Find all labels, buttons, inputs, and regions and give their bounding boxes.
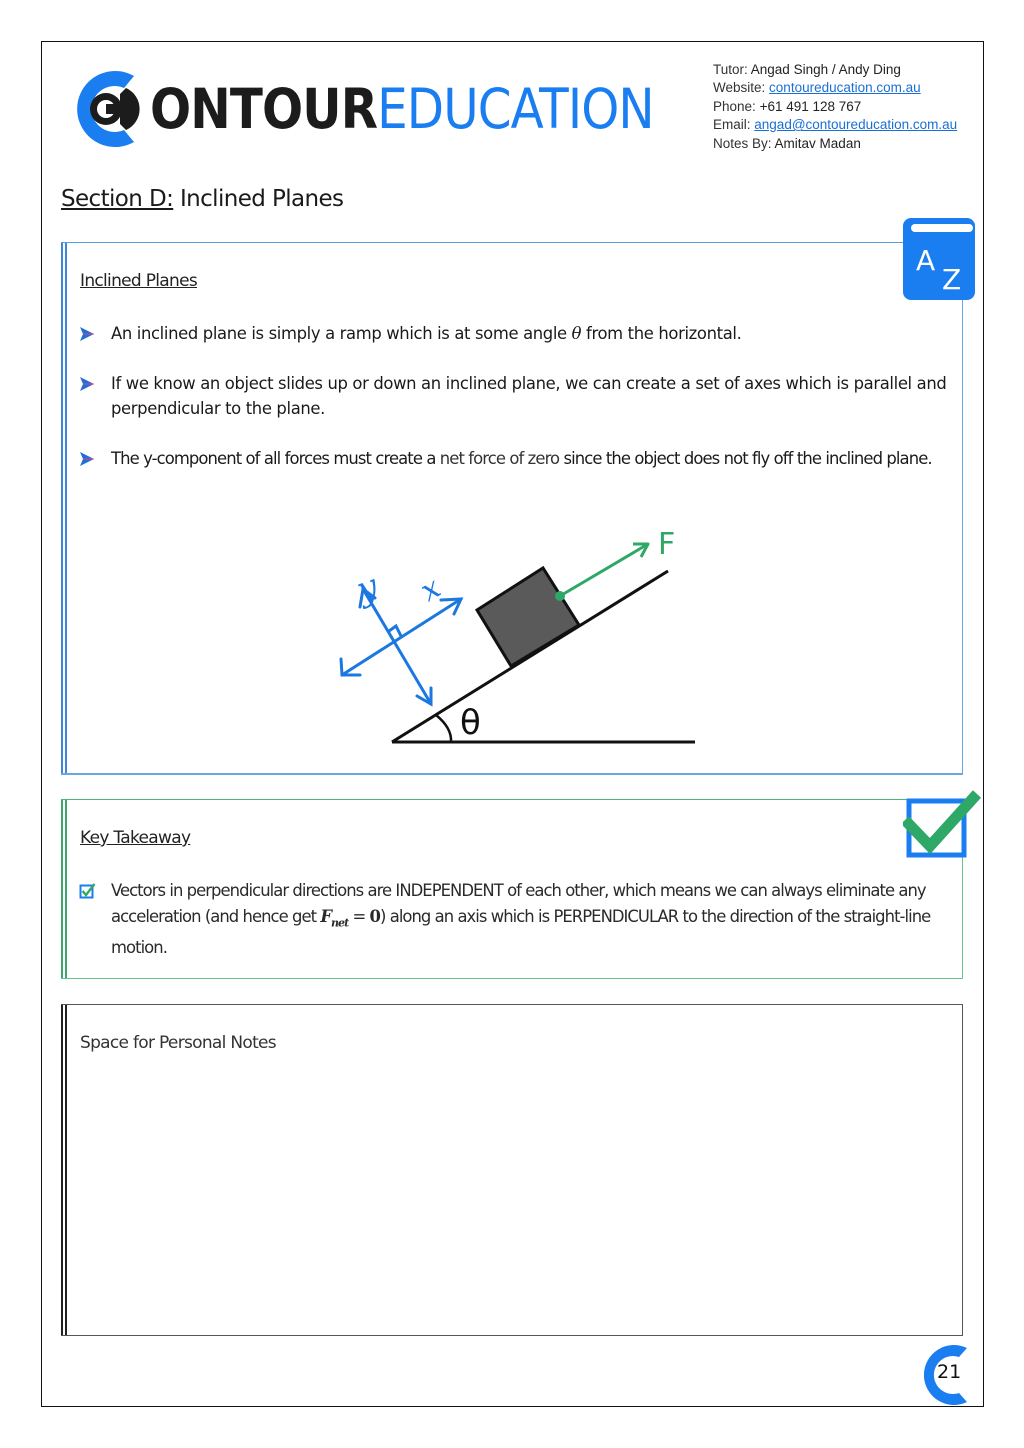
svg-text:Z: Z (942, 263, 962, 296)
box-left-bar (65, 243, 67, 773)
email-link[interactable]: angad@contoureducation.com.au (754, 117, 958, 133)
website-link[interactable]: contoureducation.com.au (769, 80, 921, 96)
svg-text:A: A (916, 244, 936, 277)
notes-by-line: Notes By: Amitav Madan (713, 135, 861, 151)
contact-info (713, 61, 957, 153)
axes-icon (341, 589, 461, 704)
block (477, 568, 579, 666)
bullet-item: An inclined plane is simply a ramp which is at some angle θ from the horizontal. (79, 321, 959, 347)
bullet-list (79, 321, 959, 495)
contour-education-logo (68, 66, 722, 152)
contour-logo-c-icon (68, 66, 154, 152)
bullet-item: If we know an object slides up or down an inclined plane, we can create a set of axes which is parallel and perpendicular to the plane. (79, 371, 959, 422)
checkbox-check-icon (903, 790, 981, 860)
inclined-plane-diagram (330, 520, 710, 760)
angle-theta-label: θ (460, 703, 481, 743)
box-left-bar (61, 243, 63, 773)
bullet-item: The y-component of all forces must create a net force of zero since the object does not fly off the inclined plane. (79, 446, 959, 472)
website-line: Website: contoureducation.com.au (713, 80, 921, 96)
arrow-bullet-icon (79, 451, 95, 467)
personal-notes-box[interactable] (61, 1004, 963, 1336)
box-heading: Inclined Planes (80, 271, 197, 291)
box-heading: Space for Personal Notes (80, 1033, 276, 1053)
box-left-bar (61, 1005, 63, 1335)
x-axis-label: x (414, 570, 447, 609)
highlighted-phrase: net force of zero (439, 448, 560, 468)
small-checkbox-icon (79, 882, 96, 899)
section-title: Section D: Inclined Planes (61, 186, 344, 212)
arrow-bullet-icon (79, 376, 95, 392)
force-F-label: F (658, 527, 676, 562)
logo-wordmark: ONTOUREDUCATION (150, 76, 654, 141)
tutor-line: Tutor: Angad Singh / Andy Ding (713, 62, 901, 77)
y-axis-label: y (351, 566, 384, 611)
key-takeaway-item: Vectors in perpendicular directions are INDEPENDENT of each other, which means we can always eliminate any acceleration (and hence get $F_{net} = 0$) along an axis which is PERPENDICULAR to the direction of the straight-line motion. (79, 878, 939, 961)
arrow-bullet-icon (79, 326, 95, 342)
page-number-badge (913, 1342, 975, 1408)
box-heading: Key Takeaway (80, 828, 191, 848)
box-left-bar (61, 800, 63, 978)
page-number: 21 (937, 1361, 962, 1383)
key-takeaway-box (61, 799, 963, 979)
dictionary-az-icon (902, 215, 978, 301)
box-left-bar (65, 1005, 67, 1335)
email-line: Email: angad@contoureducation.com.au (713, 117, 958, 133)
phone-line: Phone: +61 491 128 767 (713, 98, 862, 114)
box-left-bar (65, 800, 67, 978)
